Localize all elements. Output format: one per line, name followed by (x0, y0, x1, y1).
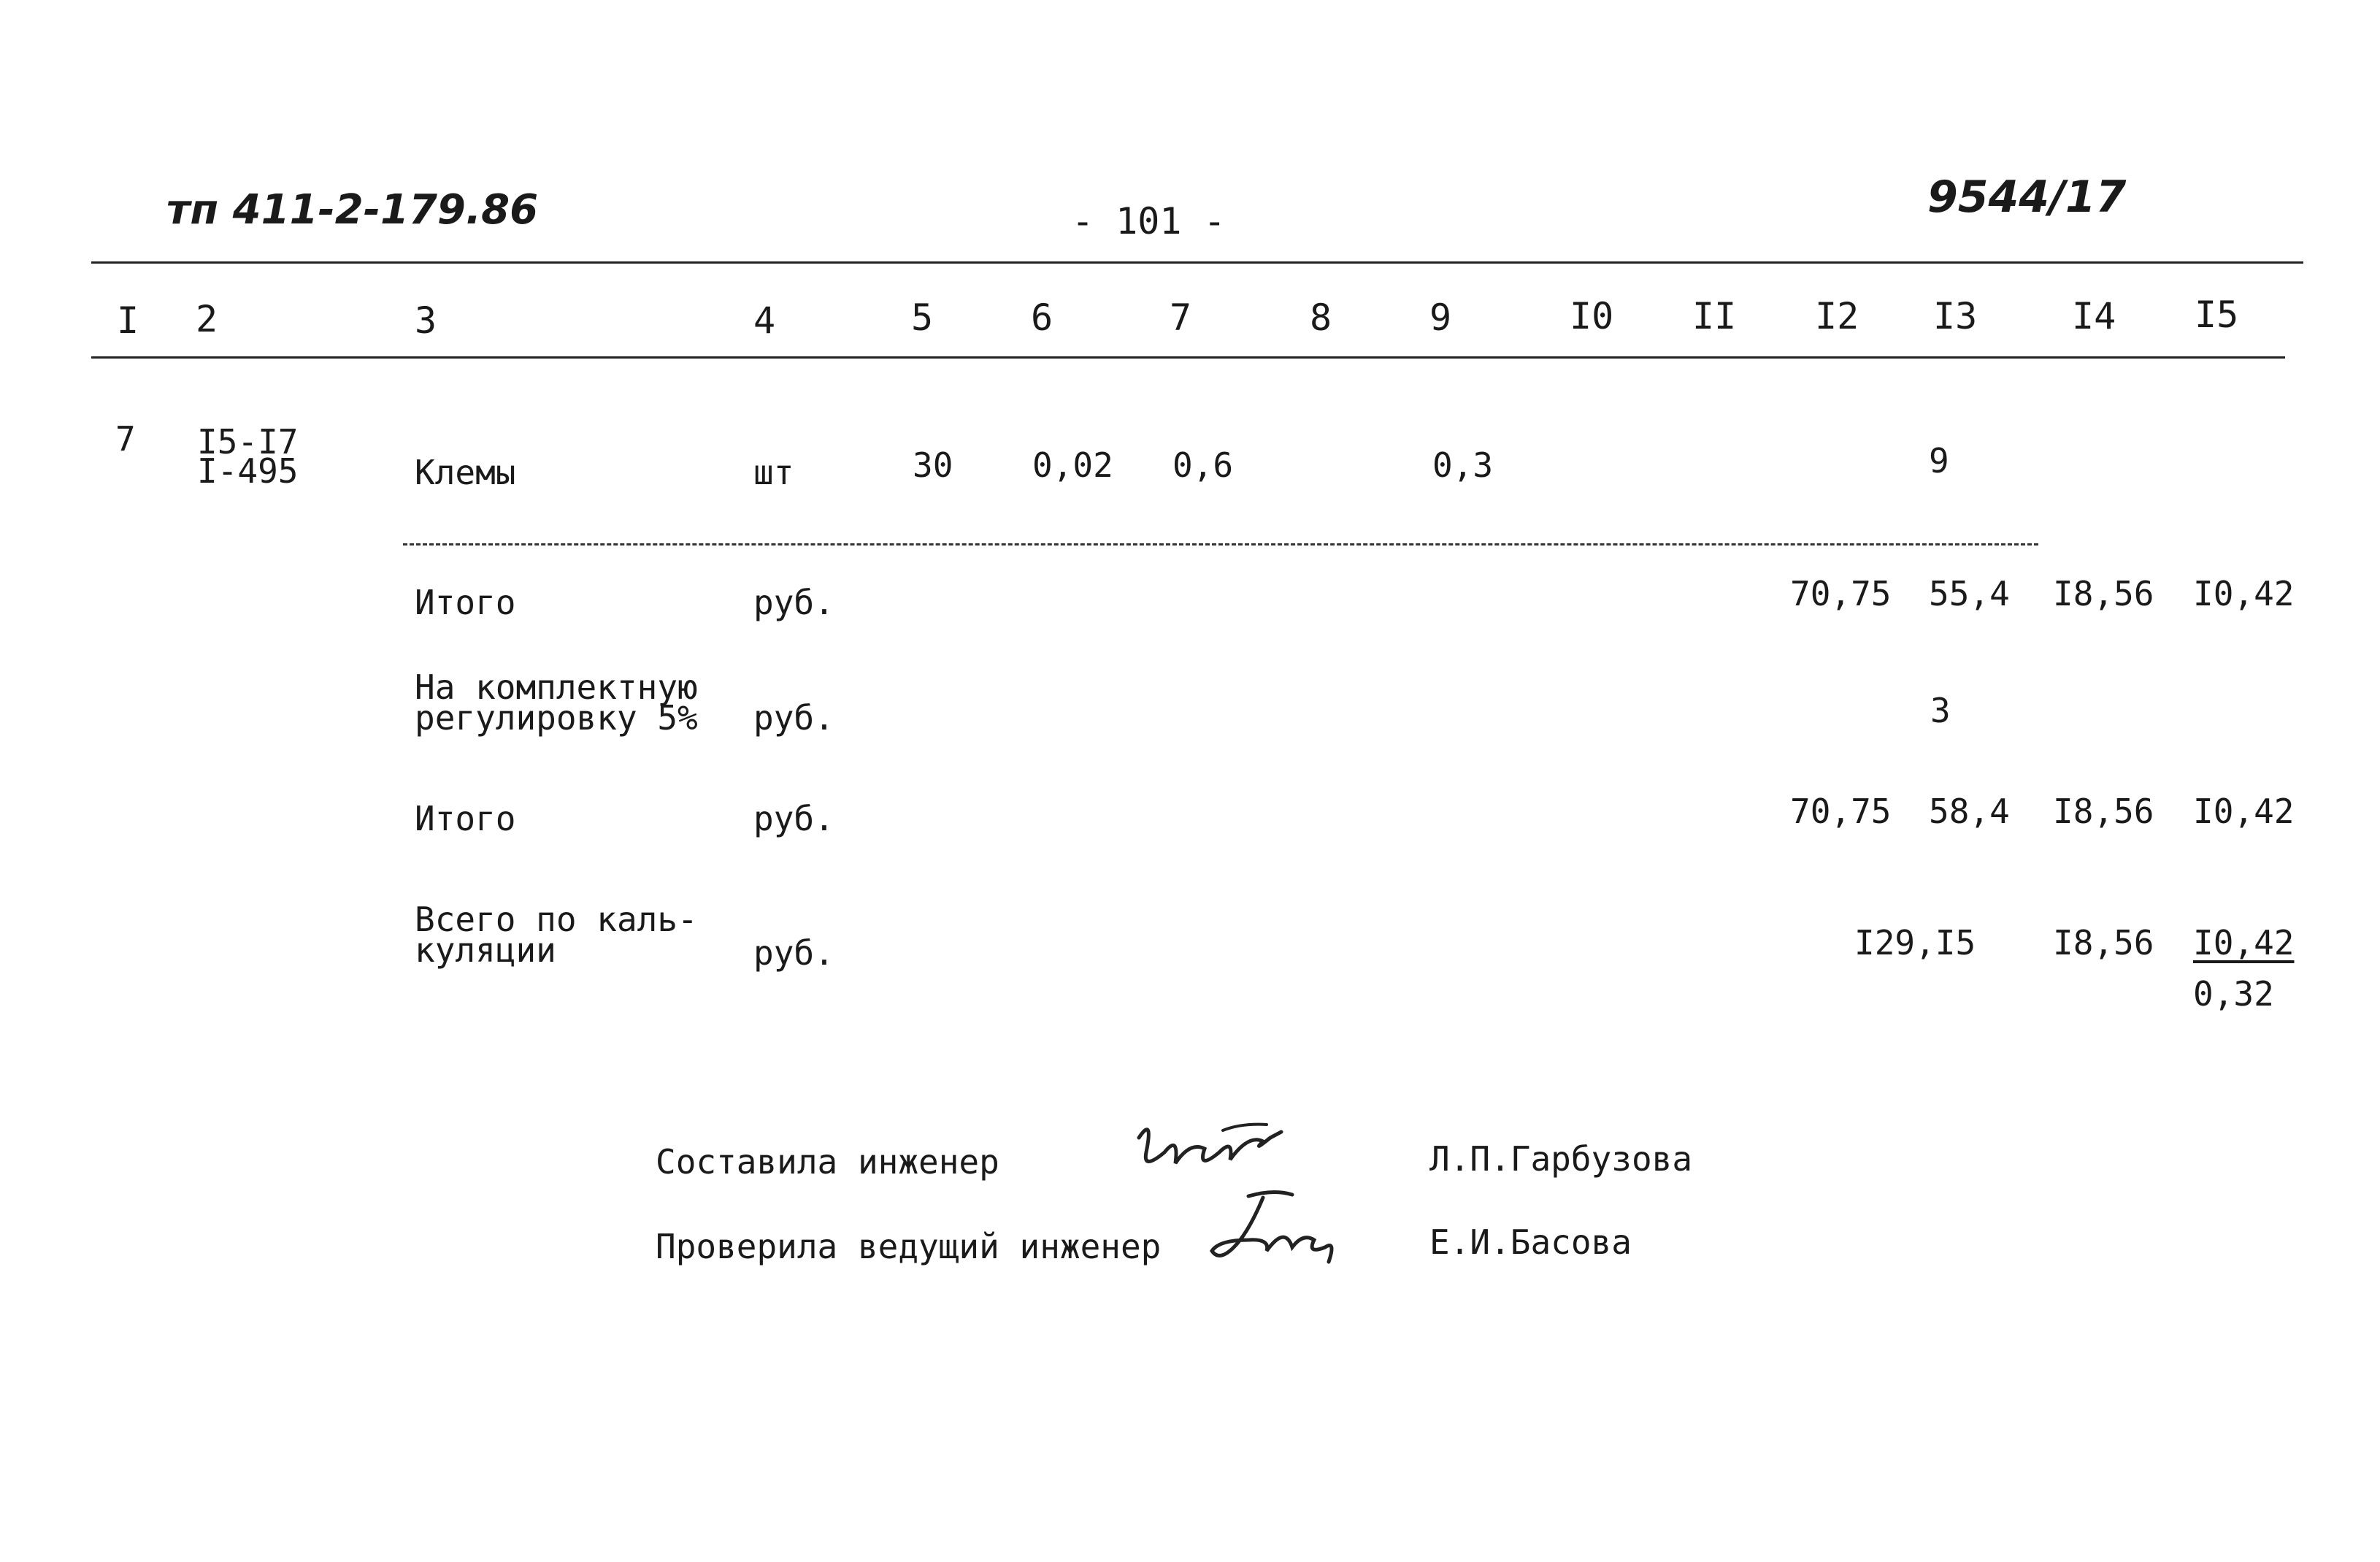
column-number: I (117, 299, 139, 342)
summary-unit: руб. (753, 799, 834, 838)
summary-label-line-2: куляции (415, 930, 556, 970)
cell-col14: I8,56 (2053, 574, 2154, 613)
cell-col15: I0,42 (2193, 792, 2295, 831)
summary-unit: руб. (753, 583, 834, 622)
cell-col13: 55,4 (1929, 574, 2010, 613)
document-code: тп 411-2-179.86 (166, 186, 539, 234)
cell-col14: I8,56 (2053, 923, 2154, 962)
summary-unit: руб. (753, 933, 834, 973)
cell-col15: I0,42 (2193, 923, 2295, 962)
column-number: I3 (1933, 295, 1978, 337)
cell-col12: 70,75 (1790, 574, 1892, 613)
cell-col15-sub: 0,32 (2193, 974, 2274, 1014)
header-bottom-rule (91, 356, 2285, 359)
column-number: 9 (1429, 296, 1452, 339)
item-unit: шт (753, 453, 794, 492)
cell-col15: I0,42 (2193, 574, 2295, 613)
signature-name: Е.И.Басова (1429, 1222, 1632, 1262)
column-number: I5 (2195, 294, 2239, 336)
column-number: 5 (911, 296, 934, 339)
archive-number: 9544/17 (1927, 172, 2127, 223)
signature-role: Составила инженер (656, 1142, 999, 1182)
code-line-1: I5-I7 (197, 422, 299, 462)
top-rule (91, 261, 2303, 264)
signature-image (1124, 1109, 1292, 1189)
column-number: 7 (1170, 296, 1192, 339)
column-number: 2 (196, 298, 218, 340)
summary-label-line-2: регулировку 5% (415, 698, 698, 738)
summary-label: Итого (415, 799, 516, 838)
column-number: II (1692, 295, 1737, 337)
column-number: I0 (1570, 295, 1614, 337)
cell-col6: 0,02 (1032, 445, 1113, 485)
signature-image (1205, 1182, 1343, 1276)
column-number: 6 (1031, 296, 1053, 339)
item-name: Клемы (415, 453, 516, 492)
summary-label-line-1: Всего по каль- (415, 900, 698, 939)
column-number: 3 (415, 299, 437, 342)
row-separator (403, 543, 2038, 545)
cell-col5: 30 (913, 445, 953, 485)
page-number: - 101 - (1072, 200, 1226, 242)
cell-col13: 3 (1930, 691, 1951, 730)
summary-label: Итого (415, 583, 516, 622)
cell-col14: I8,56 (2053, 792, 2154, 831)
summary-unit: руб. (753, 698, 834, 738)
summary-label-line-1: На комплектную (415, 667, 698, 707)
cell-col7: 0,6 (1172, 445, 1234, 485)
cell-col9: 0,3 (1432, 445, 1494, 485)
column-number: 4 (753, 299, 776, 342)
cell-col13: 9 (1929, 441, 1949, 481)
cell-col12-13: I29,I5 (1854, 923, 1976, 962)
row-number: 7 (115, 419, 136, 459)
column-number: 8 (1310, 296, 1332, 339)
column-number: I4 (2072, 295, 2116, 337)
signature-name: Л.П.Гарбузова (1429, 1139, 1693, 1179)
cell-col13: 58,4 (1929, 792, 2010, 831)
column-number: I2 (1815, 295, 1859, 337)
code-line-2: I-495 (197, 451, 299, 491)
cell-col12: 70,75 (1790, 792, 1892, 831)
signature-role: Проверила ведущий инженер (656, 1227, 1162, 1266)
